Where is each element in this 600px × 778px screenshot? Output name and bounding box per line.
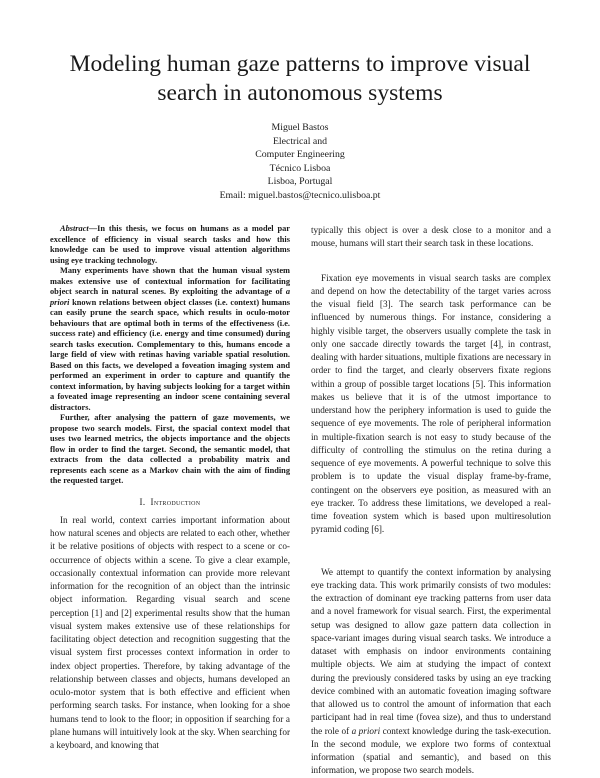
left-column xyxy=(50,224,290,752)
intro-text-3a: We attempt to quantify the context information by analysing eye tracking data. This work primarily consists of two modules: the extraction of dominant eye tracking patterns from user data and a novel framework for visual search. First, the experimental setup was designed to allow gaze pattern data collection in space-variant images during visual search tasks. We introduce a dataset with emphasis on indoor environments containing multiple objects. We aim at studying the impact of context during the previously considered tasks by using an eye tracking device combined with an automatic foveation imaging software that allowed us to control the amount of information that each participant had in real time (fovea size), and thus to understand the role of xyxy=(311,566,551,736)
intro-paragraph-1: In real world, context carries important information about how natural scenes and objects are related to each other, whether it be relative positions of objects with respect to a scene or co-occurrence of objects within a scene. To give a clear example, occasionally contextual information can provide more relevant information for the recognition of an object than the intrinsic object information. Regarding visual search and scene perception [1] and [2] experimental results show that the human visual system makes extensive use of these relationships for facilitating object detection and recognition suggesting that the visual system first processes context information in order to index object properties. Therefore, by taking advantage of the relationship between classes and objects, humans developed an oculo-motor system that is both effective and efficient when performing search tasks. For instance, when looking for a shoe humans tend to look to the floor; in opposition if searching for a plane humans will intuitively look at the sky. When searching for a keyboard, and knowing that xyxy=(50,514,290,750)
intro-paragraph-3 xyxy=(311,566,551,778)
intro-paragraph-2: Fixation eye movements in visual search tasks are complex and depend on how the detectability of the target varies across the visual field [3]. The search task performance can be influenced by numerous things. For instance, considering a highly visible target, the observers usually complete the task in only one saccade directly towards the target [4], in contrast, dealing with harder situations, multiple fixations are necessary in order to find the target, and clearly observers fixate regions within a group of possible target locations [5]. This information makes us believe that it is of the utmost importance to understand how the periphery information is used to guide the sequence of eye movements. The role of peripheral information in multiple-fixation search is not easy to study because of the difficulty of controlling the stimulus on the retina during a sequence of eye movements. A powerful technique to solve this problem is to update the visual display frame-by-frame, contingent on the observers eye position, as measured with an eye tracker. To address these limitations, we developed a real-time foveation system which is based upon multiresolution pyramid coding [6]. xyxy=(311,272,551,535)
right-column xyxy=(311,224,551,778)
author-name: Miguel Bastos xyxy=(271,122,329,133)
abstract-dash: — xyxy=(88,224,98,233)
abstract xyxy=(50,224,290,487)
paper-title: Modeling human gaze patterns to improve visual search in autonomous systems xyxy=(69,51,531,106)
abstract-emphasis: a priori xyxy=(50,287,290,307)
author-department-line2: Computer Engineering xyxy=(255,149,345,161)
abstract-text-1: In this thesis, we focus on humans as a model par excellence of efficiency in visual search tasks and how this knowledge can be used to improve visual attention algorithms using eye tracking technology. xyxy=(50,224,290,265)
section-heading-introduction xyxy=(50,496,290,509)
abstract-text-2b: known relations between object classes (i.e. context) humans can easily prune the search space, which results in oculo-motor behaviours that are optimal both in terms of the effectiveness (i.e. success rate) and efficiency (i.e. energy and time consumed) during search tasks execution. Complementary to this, humans encode a large field of view with retinas having variable spatial resolution. Based on this facts, we developed a foveation imaging system and performed an experiment in order to capture and quantify the context information, by having subjects looking for a target within a foveated image representing an indoor scene containing several distractors. xyxy=(50,297,290,412)
abstract-paragraph-3: Further, after analysing the pattern of gaze movements, we propose two search models. First, the spacial context model that uses two learned metrics, the objects importance and the objects flow in order to find the target. Second, the semantic model, that extracts from the data collected a probability matrix and represents each scene as a Markov chain with the aim of finding the requested target. xyxy=(50,413,290,485)
author-block xyxy=(150,121,450,203)
abstract-paragraph-1 xyxy=(50,224,290,266)
author-email: Email: miguel.bastos@tecnico.ulisboa.pt xyxy=(219,189,381,201)
abstract-paragraph-2 xyxy=(50,266,290,413)
section-name: Introduction xyxy=(150,496,201,507)
author-department-line1: Electrical and xyxy=(272,135,328,147)
author-location: Lisboa, Portugal xyxy=(267,176,333,188)
intro-emphasis: a priori xyxy=(351,725,381,736)
section-number: I. xyxy=(139,496,146,507)
abstract-label: Abstract xyxy=(60,224,89,233)
intro-paragraph-1-continued: typically this object is over a desk close to a monitor and a mouse, humans will start their search task in these locations. xyxy=(311,225,551,249)
author-institution: Técnico Lisboa xyxy=(269,162,331,174)
intro-text-3b: context knowledge during the task-execution. In the second module, we explore two forms of contextual information (spatial and semantic), and based on this information, we propose two search models. xyxy=(311,725,551,776)
abstract-text-2a: Many experiments have shown that the human visual system makes extensive use of contextual information for facilitating object search in natural scenes. By exploiting the advantage of xyxy=(50,266,290,296)
